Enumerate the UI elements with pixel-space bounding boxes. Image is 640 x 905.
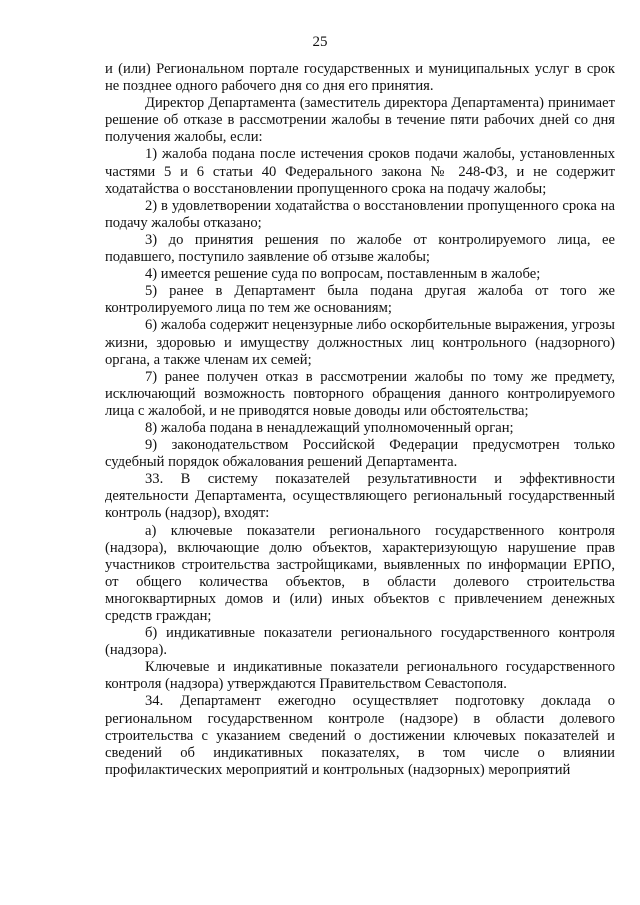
paragraph: Ключевые и индикативные показатели регионального государственного контроля (надзора) утверждаются Правительством Севастополя. [105,659,615,693]
paragraph: и (или) Региональном портале государственных и муниципальных услуг в срок не позднее одного рабочего дня со дня его принятия. [105,61,615,95]
paragraph: 5) ранее в Департамент была подана другая жалоба от того же контролируемого лица по тем же основаниям; [105,283,615,317]
paragraph: б) индикативные показатели регионального государственного контроля (надзора). [105,625,615,659]
paragraph: 2) в удовлетворении ходатайства о восстановлении пропущенного срока на подачу жалобы отказано; [105,197,615,231]
paragraph: 6) жалоба содержит нецензурные либо оскорбительные выражения, угрозы жизни, здоровью и имуществу должностных лиц контрольного (надзорного) органа, а также членам их семей; [105,317,615,368]
paragraph: 8) жалоба подана в ненадлежащий уполномоченный орган; [145,419,514,436]
paragraph: 33. В систему показателей результативности и эффективности деятельности Департамента, осуществляющего региональный государственный контроль (надзор), входят: [105,471,615,522]
paragraph: 9) законодательством Российской Федерации предусмотрен только судебный порядок обжалования решений Департамента. [105,437,615,471]
paragraph: 1) жалоба подана после истечения сроков подачи жалобы, установленных частями 5 и 6 статьи 40 Федерального закона № 248-ФЗ, и не содержит ходатайства о восстановлении пропущенного срока на подачу жалобы; [105,146,615,197]
paragraph: Директор Департамента (заместитель директора Департамента) принимает решение об отказе в рассмотрении жалобы в течение пяти рабочих дней со дня получения жалобы, если: [105,95,615,146]
paragraph: 7) ранее получен отказ в рассмотрении жалобы по тому же предмету, исключающий возможность повторного обращения данного контролируемого лица с жалобой, и не приводятся новые доводы или обстоятельства; [105,368,615,419]
page-number: 25 [312,34,328,50]
paragraph: 34. Департамент ежегодно осуществляет подготовку доклада о региональном государственном контроле (надзоре) в области долевого строительства с указанием сведений о достижении ключевых показателей и сведений об индикативных показателях, в том числе о влиянии профилактических мероприятий и контрольных (надзорных) мероприятий [105,693,615,778]
document-body [105,61,615,779]
paragraph: а) ключевые показатели регионального государственного контроля (надзора), включающие долю объектов, характеризующую нарушение прав участников строительства застройщиками, выявленных по информации ЕРПО, от общего количества объектов, в области долевого строительства многоквартирных домов и (или) иных объектов с привлечением денежных средств граждан; [105,522,615,624]
paragraph: 3) до принятия решения по жалобе от контролируемого лица, ее подавшего, поступило заявление об отзыве жалобы; [105,231,615,266]
paragraph: 4) имеется решение суда по вопросам, поставленным в жалобе; [145,266,541,283]
